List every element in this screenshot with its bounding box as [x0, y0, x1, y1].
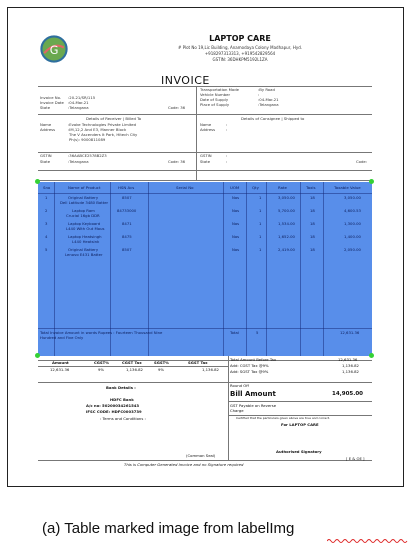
invoice-document — [36, 20, 372, 470]
consignee-name: Name : — [200, 122, 228, 127]
corner-marker-bottom-right[interactable] — [369, 353, 374, 358]
col-header-qty: Qty — [252, 185, 259, 190]
tax-header-cgst-tax: CGST Tax — [122, 360, 142, 365]
receiver-address: Address :IM,12,2 And E3, Manner Block — [40, 127, 127, 132]
row3-hsn: 8471 — [122, 221, 132, 226]
row3-qty: 1 — [259, 221, 262, 226]
tax-header-sgst-tax: SGST Tax — [188, 360, 208, 365]
supply-date: Date of Supply :04-Mar-21 — [200, 97, 279, 102]
add-sgst: 1,136.82 — [342, 369, 359, 374]
col-header-hsn: HSN Acs — [118, 185, 135, 190]
consignee-heading: Details of Consignee | Shipped to — [241, 116, 305, 121]
invoice-title: INVOICE — [161, 74, 210, 87]
row5-rate: 2,419.00 — [278, 247, 295, 252]
company-gstin: GSTIN: 36DHKPM5192L1ZA — [212, 57, 268, 62]
corner-marker-bottom-left[interactable] — [35, 353, 40, 358]
authorised-signatory: Authorised Signatory — [276, 449, 322, 454]
round-off-label: Round Off — [230, 383, 249, 388]
invoice-state: State :Telangana Code: 36 — [40, 105, 186, 110]
row1-name2: Dell Latitude 3480 Batter — [60, 200, 109, 205]
common-seal: (Common Seal) — [186, 453, 216, 458]
row1-value: 3,050.00 — [344, 195, 361, 200]
tax-header-amount: Amount — [52, 360, 69, 365]
row2-value: 4,600.53 — [344, 208, 361, 213]
company-address: # Plot No 19,Lic Building, Anamodaya Colony Madhapur, Hyd. — [177, 45, 303, 50]
row3-sno: 3 — [45, 221, 48, 226]
for-company-label: For LAPTOP CARE — [281, 422, 319, 427]
row1-uom: Nos — [232, 195, 240, 200]
row4-value: 1,400.00 — [344, 234, 361, 239]
row2-qty: 1 — [259, 208, 262, 213]
tax-header-sgst-rate: SGST% — [154, 360, 169, 365]
add-cgst-label: Add: CGST Tax @9% — [230, 363, 269, 368]
col-header-serial: Serial No — [176, 185, 194, 190]
bank-heading: Bank Details : — [106, 385, 136, 390]
consignee-address: Address : — [200, 127, 228, 132]
vehicle-number: Vehicle Number : — [200, 92, 260, 97]
row4-uom: Nos — [232, 234, 240, 239]
row2-hsn: 84733000 — [117, 208, 137, 213]
corner-marker-top-left[interactable] — [35, 179, 40, 184]
bank-name: HDFC Bank — [110, 397, 134, 402]
receiver-phone: Ph(s): 9000811089 — [69, 137, 106, 142]
col-header-rate: Rate — [278, 185, 287, 190]
row3-rate: 1,534.00 — [278, 221, 295, 226]
row5-name: Original Battery — [68, 247, 99, 252]
spellcheck-underline-icon — [327, 538, 409, 543]
receiver-heading: Details of Receiver | Billed To — [86, 116, 142, 121]
row2-uom: Nos — [232, 208, 240, 213]
row4-name: Laptop Heatsingh — [68, 234, 102, 239]
row1-hsn: 8507 — [122, 195, 132, 200]
col-header-tax: Taxls — [306, 185, 316, 190]
company-header — [140, 34, 340, 62]
row5-value: 2,050.00 — [344, 247, 361, 252]
invoice-number: Invoice No. :20-21/SR/115 — [40, 95, 96, 100]
certification-text: Certified that the particulars given above are true and correct. — [236, 416, 330, 420]
consignee-state: State : Code: — [200, 159, 367, 164]
reverse-charge-label-2: Charge — [230, 408, 244, 413]
row3-name2: L440 With Out Mous — [66, 226, 105, 231]
col-header-value: Taxable Value — [334, 185, 361, 190]
row5-tax: 18 — [310, 247, 315, 252]
transport-mode: Transportation Mode :By Road — [200, 87, 275, 92]
row4-tax: 18 — [310, 234, 315, 239]
col-header-uom: UOM — [230, 185, 240, 190]
add-cgst: 1,136.82 — [342, 363, 359, 368]
row3-uom: Nos — [232, 221, 240, 226]
total-before-tax: 12,631.36 — [338, 357, 358, 362]
total-qty: 5 — [256, 330, 259, 335]
col-header-product: Name of Product — [68, 185, 101, 190]
sgst-rate: 9% — [158, 367, 165, 372]
row2-name2: Crucial 16gb DDR — [66, 213, 100, 218]
row3-tax: 18 — [310, 221, 315, 226]
row2-name: Laptop Ram — [72, 208, 95, 213]
row1-sno: 1 — [45, 195, 48, 200]
row3-name: Laptop Keyboard — [68, 221, 101, 226]
amount-in-words: Total Invoice Amount in words Rupees : Fourteen Thousand Nine — [40, 330, 163, 335]
invoice-date: Invoice Date :04-Mar-21 — [40, 100, 89, 105]
row5-sno: 5 — [45, 247, 48, 252]
total-label: Total — [230, 330, 239, 335]
row4-qty: 1 — [259, 234, 262, 239]
row5-hsn: 8507 — [122, 247, 132, 252]
row2-sno: 2 — [45, 208, 48, 213]
receiver-state: State :Telangana Code: 36 — [40, 159, 186, 164]
tax-header-cgst-rate: CGST% — [94, 360, 110, 365]
footer-note: This is Computer Generated Invoice and no Signature required — [124, 462, 244, 467]
terms-heading: : Terms and Conditions : — [100, 416, 146, 421]
caption-text: (a) Table marked image from labelImg — [42, 520, 295, 537]
row4-rate: 1,652.00 — [278, 234, 295, 239]
row5-qty: 1 — [259, 247, 262, 252]
tax-amount: 12,631.36 — [50, 367, 70, 372]
svg-text:G: G — [49, 43, 59, 57]
row1-name: Original Battery — [68, 195, 99, 200]
company-phone: +918297313313, +919542829564 — [204, 51, 276, 56]
bill-amount: 14,905.00 — [332, 391, 363, 397]
total-before-tax-label: Total Amount Before Tax — [230, 357, 277, 362]
total-value: 12,631.36 — [340, 330, 360, 335]
row1-tax: 18 — [310, 195, 315, 200]
row4-name2: L440 Heatsink — [72, 239, 100, 244]
row2-rate: 5,700.00 — [278, 208, 295, 213]
row5-uom: Nos — [232, 247, 240, 252]
bill-amount-label: Bill Amount — [230, 390, 276, 398]
row3-value: 1,300.00 — [344, 221, 361, 226]
eoe-note: [ E & OE ] — [346, 456, 365, 461]
add-sgst-label: Add: SGST Tax @9% — [230, 369, 269, 374]
marked-table-region — [38, 182, 372, 356]
receiver-name: Name :Evoke Technologies Private Limited — [40, 122, 137, 127]
bank-ifsc: IFSC CODE: HDFC0003739 — [86, 409, 142, 414]
company-logo-icon — [40, 35, 68, 63]
company-name: LAPTOP CARE — [209, 34, 271, 43]
supply-place: Place of Supply :Telangana — [200, 102, 279, 107]
row1-rate: 3,050.00 — [278, 195, 295, 200]
row4-sno: 4 — [45, 234, 48, 239]
row5-name2: Lenovo E431 Batter — [65, 252, 103, 257]
bank-account: A/c no: 50200034261543 — [86, 403, 140, 408]
consignee-gstin: GSTIN : — [200, 153, 228, 158]
col-header-sno: Sno — [43, 185, 51, 190]
row2-tax: 18 — [310, 208, 315, 213]
receiver-gstin: GSTIN :36AABCE2578B2Z3 — [40, 153, 107, 158]
receiver-address-line2: The V Ascenders It Park, Hitech City — [69, 132, 138, 137]
sgst-tax: 1,136.82 — [202, 367, 219, 372]
cgst-tax: 1,136.82 — [126, 367, 143, 372]
row1-qty: 1 — [259, 195, 262, 200]
corner-marker-top-right[interactable] — [369, 179, 374, 184]
cgst-rate: 9% — [98, 367, 105, 372]
amount-in-words-line2: Hundred and Five Only — [40, 335, 84, 340]
reverse-charge-label: GST Payable on Reverse — [230, 403, 277, 408]
row4-hsn: 8475 — [122, 234, 132, 239]
